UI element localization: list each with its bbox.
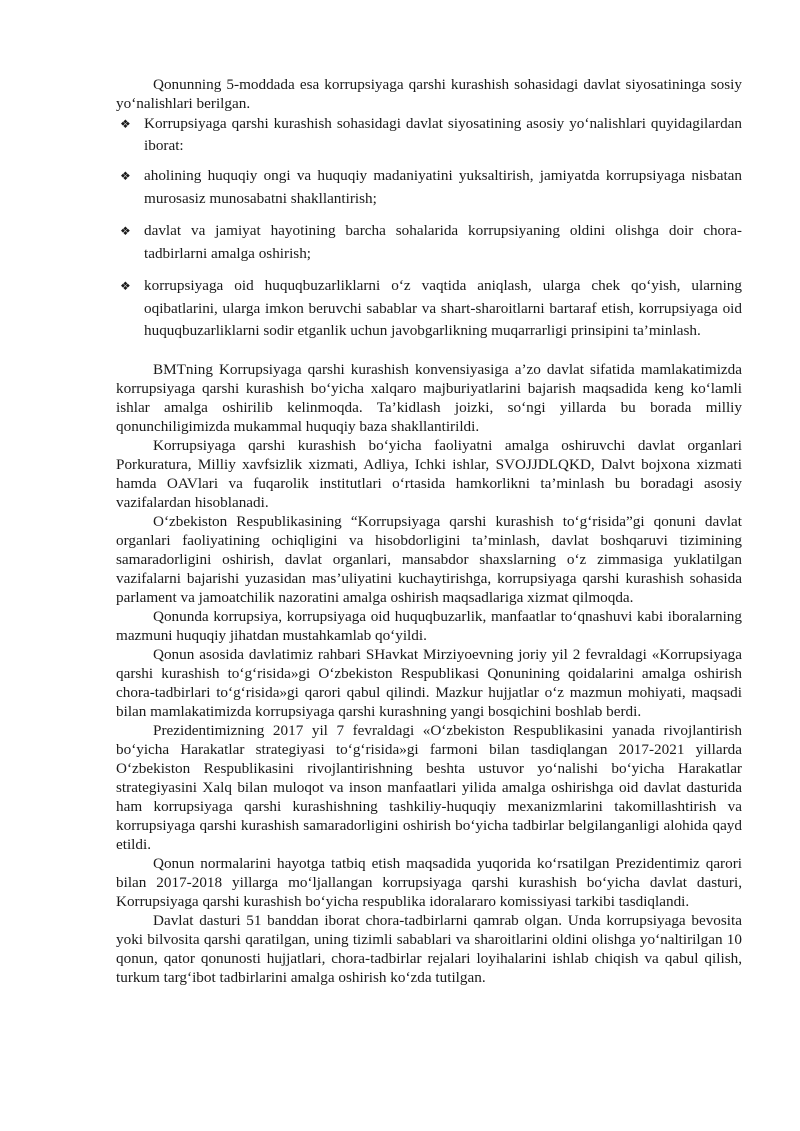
list-item bbox=[116, 220, 742, 265]
bullet-text: aholining huquqiy ongi va huquqiy madaniyatini yuksaltirish, jamiyatda korrupsiyaga nisbatan murosasiz munosabatni shakllantirish; bbox=[144, 167, 742, 207]
diamond-dots-icon: ❖ bbox=[120, 169, 131, 183]
list-item bbox=[116, 113, 742, 157]
bullet-text: korrupsiyaga oid huquqbuzarliklarni o‘z vaqtida aniqlash, ularga chek qo‘yish, ularning oqibatlarini, ularga imkon beruvchi sabablar va shart-sharoitlarni bartaraf etish, korrupsiyaga oid huquqbuzarliklarni sodir etganlik uchun javobgarlikning muqarrarligi prinsipini ta’minlash. bbox=[144, 277, 742, 339]
intro-paragraph: Qonunning 5-moddada esa korrupsiyaga qarshi kurashish sohasidagi davlat siyosatininga sosiy yo‘nalishlari berilgan. bbox=[116, 76, 742, 112]
document-page bbox=[116, 75, 742, 987]
body-paragraph: Qonunda korrupsiya, korrupsiyaga oid huquqbuzarlik, manfaatlar to‘qnashuvi kabi iboralarning mazmuni huquqiy jihatdan mustahkamlab qo‘yildi. bbox=[116, 607, 742, 644]
list-item bbox=[116, 275, 742, 343]
body-paragraph: Qonun asosida davlatimiz rahbari SHavkat Mirziyoevning joriy yil 2 fevraldagi «Korrupsiyaga qarshi kurashish to‘g‘risida»gi O‘zbekiston Respublikasi Qonunining qoidalarini amalga oshirish chora-tadbirlari to‘g‘risida»gi qarori qabul qilindi. Mazkur hujjatlar o‘z mazmun mohiyati, maqsadi bilan mamlakatimizda korrupsiyaga qarshi kurashning yangi bosqichini boshlab berdi. bbox=[116, 645, 742, 720]
body-paragraph: Qonun normalarini hayotga tatbiq etish maqsadida yuqorida ko‘rsatilgan Prezidentimiz qarori bilan 2017-2018 yillarga mo‘ljallangan korrupsiyaga qarshi kurashish bo‘yicha davlat dasturi, Korrupsiyaga qarshi kurashish bo‘yicha respublika idoralararo komissiyasi tarkibi tasdiqlandi. bbox=[116, 854, 742, 910]
spacer bbox=[116, 353, 742, 360]
bullet-text: Korrupsiyaga qarshi kurashish sohasidagi davlat siyosatining asosiy yo‘nalishlari quyidagilardan iborat: bbox=[144, 115, 742, 154]
diamond-dots-icon: ❖ bbox=[120, 279, 131, 293]
body-paragraph: BMTning Korrupsiyaga qarshi kurashish konvensiyasiga a’zo davlat sifatida mamlakatimizda korrupsiyaga qarshi kurashish bo‘yicha xalqaro majburiyatlarini bajarish maqsadida keng ko‘lamli ishlar amalga oshirilib kelinmoqda. Ta’kidlash joizki, so‘ngi yillarda bu borada milliy qonunchiligimizda mukammal huquqiy baza shakllantirildi. bbox=[116, 360, 742, 435]
body-paragraph: Korrupsiyaga qarshi kurashish bo‘yicha faoliyatni amalga oshiruvchi davlat organlari Porkuratura, Milliy xavfsizlik xizmati, Adliya, Ichki ishlar, SVOJJDLQKD, Dalvt bojxona xizmati hamda OAVlari va fuqarolik institutlari o‘rtasida hamkorlikni ta’minlash bu boradagi asosiy vazifalardan hisoblanadi. bbox=[116, 436, 742, 511]
body-paragraph: Davlat dasturi 51 banddan iborat chora-tadbirlarni qamrab olgan. Unda korrupsiyaga bevosita yoki bilvosita qarshi qaratilgan, uning tizimli sabablari va sharoitlarini oldini olishga yo‘naltirilgan 10 qonun, qator qonunosti hujjatlari, chora-tadbirlar rejalari loyihalarini ishlab chiqish va qabul qilish, turkum targ‘ibot tadbirlarini amalga oshirish ko‘zda tutilgan. bbox=[116, 911, 742, 986]
diamond-dots-icon: ❖ bbox=[120, 117, 131, 131]
body-paragraph: O‘zbekiston Respublikasining “Korrupsiyaga qarshi kurashish to‘g‘risida”gi qonuni davlat organlari faoliyatining ochiqligini va hisobdorligini ta’minlash, davlat boshqaruvi tizimining samaradorligini oshirish, davlat organlari, mansabdor shaxslarning o‘z zimmasiga yuklatilgan vazifalarni bajarishi yuzasidan mas’uliyatini kuchaytirishga, korrupsiyaga qarshi kurashish sohasida parlament va jamoatchilik nazoratini amalga oshirish maqsadlariga xizmat qilmoqda. bbox=[116, 512, 742, 606]
diamond-dots-icon: ❖ bbox=[120, 224, 131, 238]
bullet-text: davlat va jamiyat hayotining barcha sohalarida korrupsiyaning oldini olishga doir chora-tadbirlarni amalga oshirish; bbox=[144, 222, 742, 262]
list-item bbox=[116, 165, 742, 210]
bullet-list bbox=[116, 113, 742, 343]
body-paragraph: Prezidentimizning 2017 yil 7 fevraldagi «O‘zbekiston Respublikasini yanada rivojlantirish bo‘yicha Harakatlar strategiyasi to‘g‘risida»gi farmoni bilan tasdiqlangan 2017-2021 yillarda O‘zbekiston Respublikasini rivojlantirishning beshta ustuvor yo‘nalishi bo‘yicha Harakatlar strategiyasini Xalq bilan muloqot va inson manfaatlari yilida amalga oshirishga oid davlat dasturida ham korrupsiyaga qarshi kurashishning tashkiliy-huquqiy mexanizmlarini takomillashtirish va korrupsiyaga qarshi kurashish samaradorligini oshirish bo‘yicha tadbirlar belgilanganligi alohida qayd etildi. bbox=[116, 721, 742, 853]
